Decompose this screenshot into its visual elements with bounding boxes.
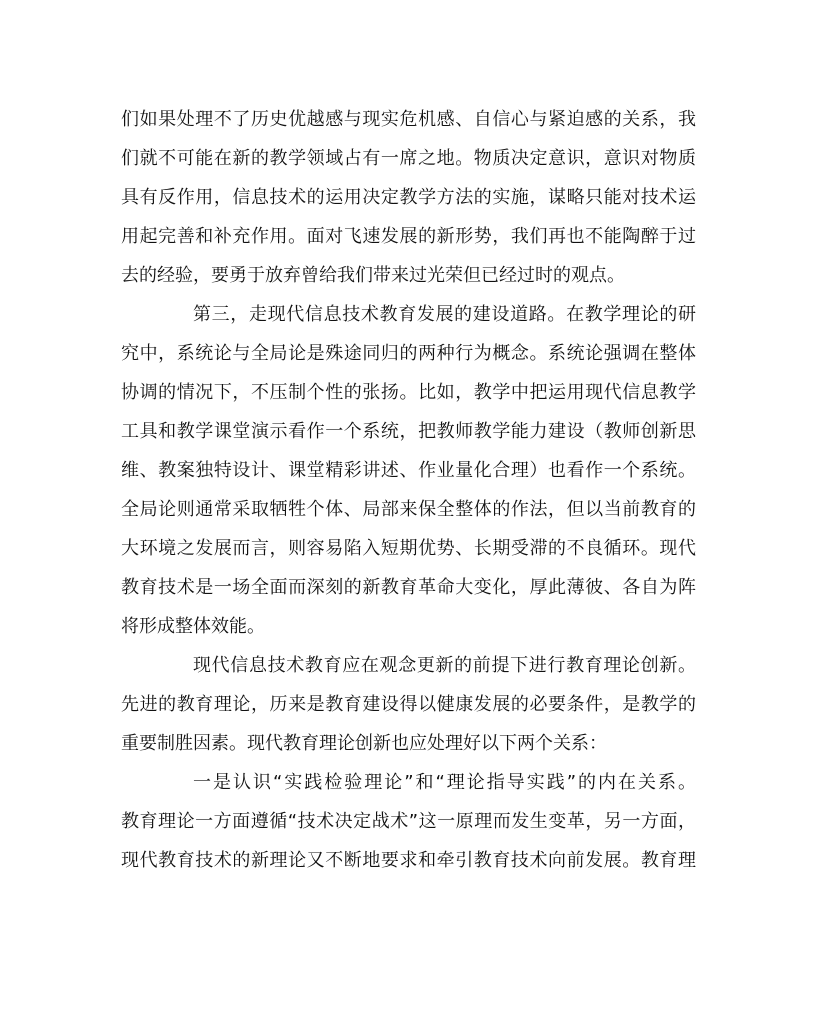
text-line: 维、教案独特设计、课堂精彩讲述、作业量化合理）也看作一个系统。 [121, 460, 696, 481]
text-line: 工具和教学课堂演示看作一个系统，把教师教学能力建设（教师创新思 [121, 421, 696, 442]
text-line: 教育理论一方面遵循“技术决定战术”这一原理而发生变革，另一方面， [121, 811, 696, 832]
text-line: 去的经验，要勇于放弃曾给我们带来过光荣但已经过时的观点。 [121, 265, 625, 286]
paragraph-start-line: 现代信息技术教育应在观念更新的前提下进行教育理论创新。 [193, 655, 696, 676]
text-line: 们如果处理不了历史优越感与现实危机感、自信心与紧迫感的关系，我 [121, 109, 696, 130]
text-line: 全局论则通常采取牺牲个体、局部来保全整体的作法，但以当前教育的 [121, 499, 696, 520]
text-line: 重要制胜因素。现代教育理论创新也应处理好以下两个关系： [121, 733, 607, 754]
text-line: 协调的情况下，不压制个性的张扬。比如，教学中把运用现代信息教学 [121, 382, 696, 403]
text-line: 们就不可能在新的教学领域占有一席之地。物质决定意识，意识对物质 [121, 148, 696, 169]
text-line: 究中，系统论与全局论是殊途同归的两种行为概念。系统论强调在整体 [121, 343, 696, 364]
text-line: 教育技术是一场全面而深刻的新教育革命大变化，厚此薄彼、各自为阵 [121, 577, 696, 598]
text-line: 将形成整体效能。 [121, 616, 265, 637]
text-line: 大环境之发展而言，则容易陷入短期优势、长期受滞的不良循环。现代 [121, 538, 696, 559]
text-line: 具有反作用，信息技术的运用决定教学方法的实施，谋略只能对技术运 [121, 187, 696, 208]
text-line: 用起完善和补充作用。面对飞速发展的新形势，我们再也不能陶醉于过 [121, 226, 696, 247]
text-line: 先进的教育理论，历来是教育建设得以健康发展的必要条件，是教学的 [121, 694, 696, 715]
paragraph-start-line: 第三，走现代信息技术教育发展的建设道路。在教学理论的研 [193, 304, 696, 325]
text-line: 现代教育技术的新理论又不断地要求和牵引教育技术向前发展。教育理 [121, 850, 696, 871]
paragraph-start-line: 一是认识“实践检验理论”和“理论指导实践”的内在关系。 [193, 772, 696, 793]
